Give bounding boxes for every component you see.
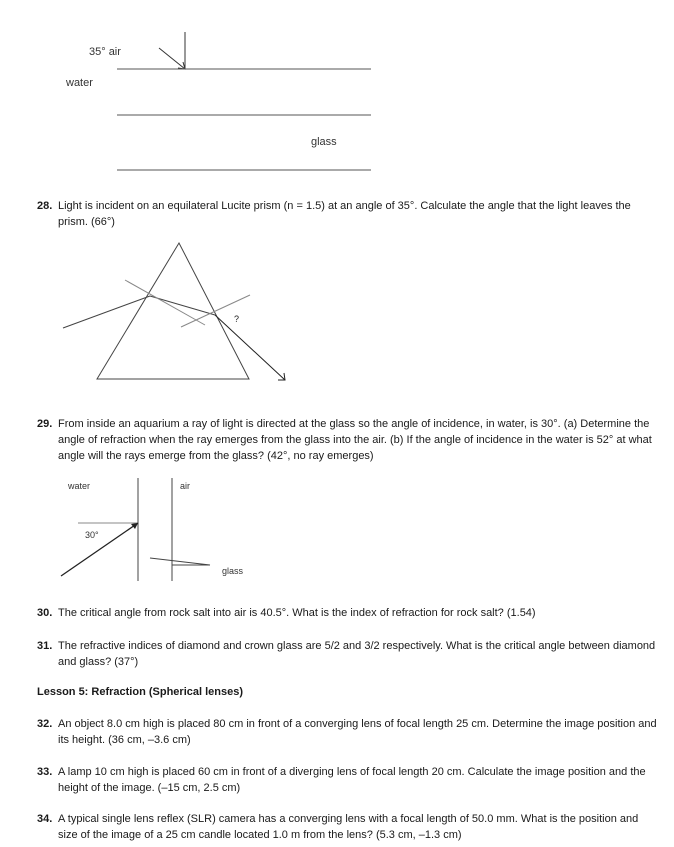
angle-air-label: 35° air bbox=[89, 46, 121, 58]
question-text: A lamp 10 cm high is placed 60 cm in front of a diverging lens of focal length 20 cm. Calculate the image position and the height of the image. (–15 cm, 2.5 cm) bbox=[58, 766, 646, 794]
question-text: Light is incident on an equilateral Lucite prism (n = 1.5) at an angle of 35°. Calculate the angle that the light leaves the prism. (66°) bbox=[58, 200, 631, 228]
question-text: The refractive indices of diamond and crown glass are 5/2 and 3/2 respectively. What is the critical angle between diamond and glass? (37°) bbox=[58, 640, 656, 668]
incident-arrowhead bbox=[131, 523, 138, 529]
question-33 bbox=[37, 764, 657, 796]
question-text: A typical single lens reflex (SLR) camera has a converging lens with a focal length of 50.0 mm. What is the position and size of the image of a 25 cm candle located 1.0 m from the lens? (5.3 cm, –1.3 cm) bbox=[58, 813, 639, 841]
air-label: air bbox=[180, 481, 191, 491]
question-number: 28. bbox=[37, 200, 53, 212]
question-number: 32. bbox=[37, 718, 53, 730]
question-30 bbox=[37, 605, 657, 621]
glass-label: glass bbox=[311, 136, 337, 148]
glass-label: glass bbox=[222, 566, 244, 576]
question-32 bbox=[37, 716, 657, 748]
incident-ray bbox=[61, 523, 138, 576]
question-text: From inside an aquarium a ray of light is directed at the glass so the angle of incidence, in water, is 30°. (a) Determine the angle of refraction when the ray emerges from the glass into the air. (b) If the angle of incidence in the water is 52° at what angle will the rays emerge from the glass? (42°, no ray emerges) bbox=[58, 418, 652, 462]
question-31 bbox=[37, 638, 657, 670]
question-number: 31. bbox=[37, 640, 53, 652]
question-text: An object 8.0 cm high is placed 80 cm in front of a converging lens of focal length 25 cm. Determine the image position and its height. (36 cm, –3.6 cm) bbox=[58, 718, 657, 746]
water-label: water bbox=[68, 481, 91, 491]
question-number: 34. bbox=[37, 813, 53, 825]
question-number: 33. bbox=[37, 766, 53, 778]
question-number: 29. bbox=[37, 418, 53, 430]
water-label: water bbox=[66, 77, 93, 89]
angle-30-label: 30° bbox=[85, 530, 99, 540]
refracted-normal bbox=[150, 558, 210, 565]
question-number: 30. bbox=[37, 607, 53, 619]
lesson-heading: Lesson 5: Refraction (Spherical lenses) bbox=[37, 686, 244, 698]
question-34 bbox=[37, 811, 657, 843]
unknown-angle-label: ? bbox=[234, 314, 240, 324]
question-text: The critical angle from rock salt into air is 40.5°. What is the index of refraction for rock salt? (1.54) bbox=[58, 607, 536, 619]
